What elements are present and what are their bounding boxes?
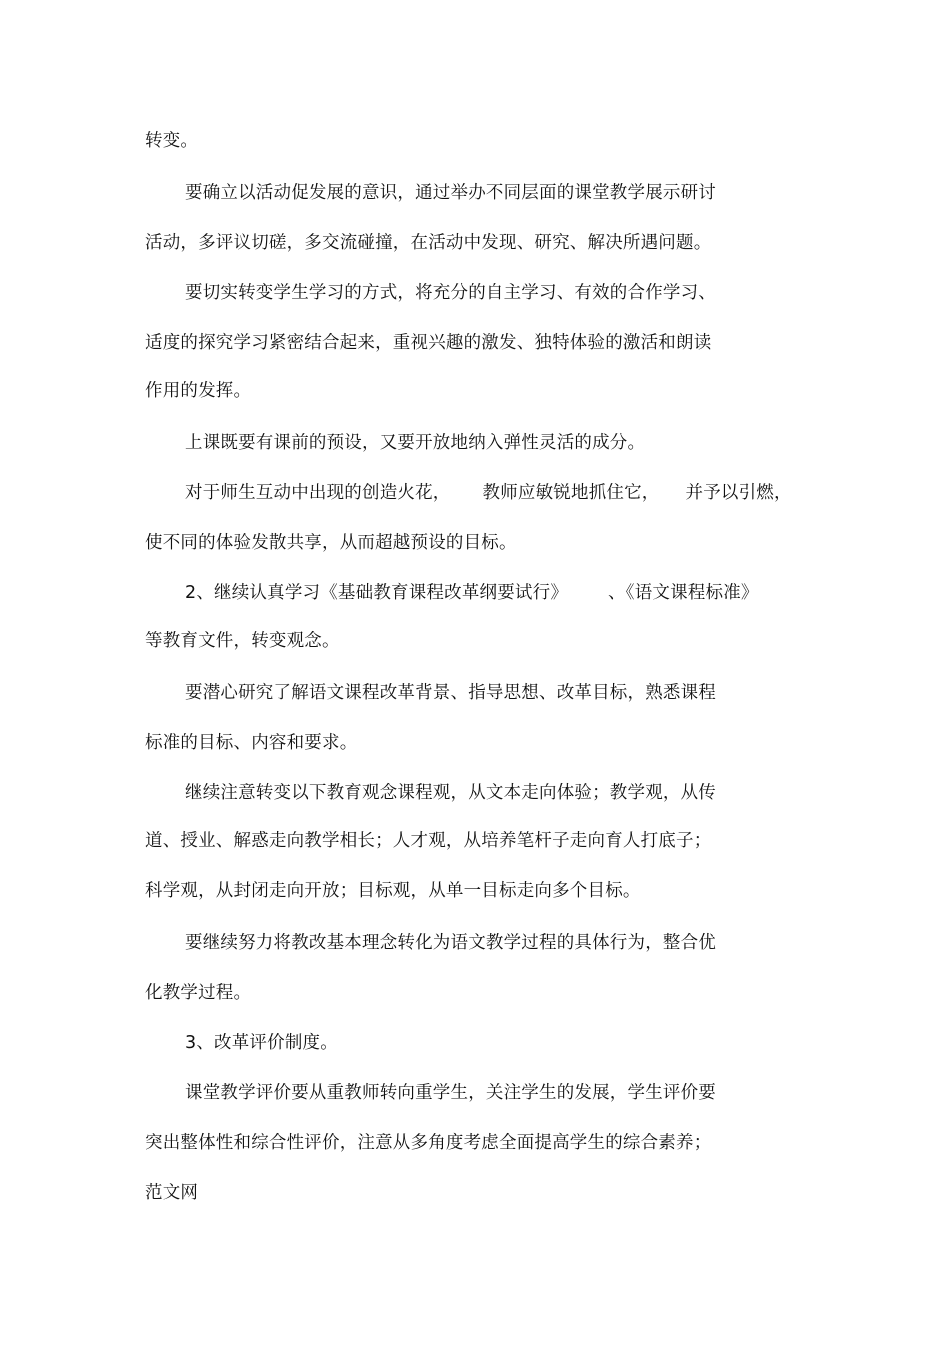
text-line: 使不同的体验发散共享，从而超越预设的目标。 [145,533,517,553]
text-line: 要确立以活动促发展的意识，通过举办不同层面的课堂教学展示研讨 [185,183,716,203]
text-line: 上课既要有课前的预设，又要开放地纳入弹性灵活的成分。 [185,433,646,453]
text-line: 作用的发挥。 [145,381,252,401]
text-line: 转变。 [145,131,199,151]
text-segment: 2、继续认真学习《基础教育课程改革纲要试行》 [185,583,569,603]
text-line: 标准的目标、内容和要求。 [145,733,358,753]
text-line: 适度的探究学习紧密结合起来，重视兴趣的激发、独特体验的激活和朗读 [145,333,712,353]
text-line: 活动，多评议切磋，多交流碰撞，在活动中发现、研究、解决所遇问题。 [145,233,712,253]
text-line: 课堂教学评价要从重教师转向重学生，关注学生的发展，学生评价要 [185,1083,716,1103]
text-line: 道、授业、解惑走向教学相长；人才观，从培养笔杆子走向育人打底子； [145,831,712,851]
text-line [185,582,759,604]
text-line: 化教学过程。 [145,983,252,1003]
text-line: 范文网 [145,1183,199,1203]
text-segment: 对于师生互动中出现的创造火花， [185,483,451,503]
text-segment: 、《语文课程标准》 [608,583,759,603]
text-line: 科学观，从封闭走向开放；目标观，从单一目标走向多个目标。 [145,881,641,901]
text-line [185,482,792,504]
text-segment: 并予以引燃， [685,483,792,503]
text-line: 要继续努力将教改基本理念转化为语文教学过程的具体行为，整合优 [185,933,716,953]
text-line: 等教育文件，转变观念。 [145,631,340,651]
text-line: 3、改革评价制度。 [185,1033,338,1053]
text-line: 突出整体性和综合性评价，注意从多角度考虑全面提高学生的综合素养； [145,1133,712,1153]
text-line: 要潜心研究了解语文课程改革背景、指导思想、改革目标，熟悉课程 [185,683,716,703]
text-line: 继续注意转变以下教育观念课程观，从文本走向体验；教学观，从传 [185,783,716,803]
text-line: 要切实转变学生学习的方式，将充分的自主学习、有效的合作学习、 [185,283,716,303]
text-segment: 教师应敏锐地抓住它， [482,483,660,503]
